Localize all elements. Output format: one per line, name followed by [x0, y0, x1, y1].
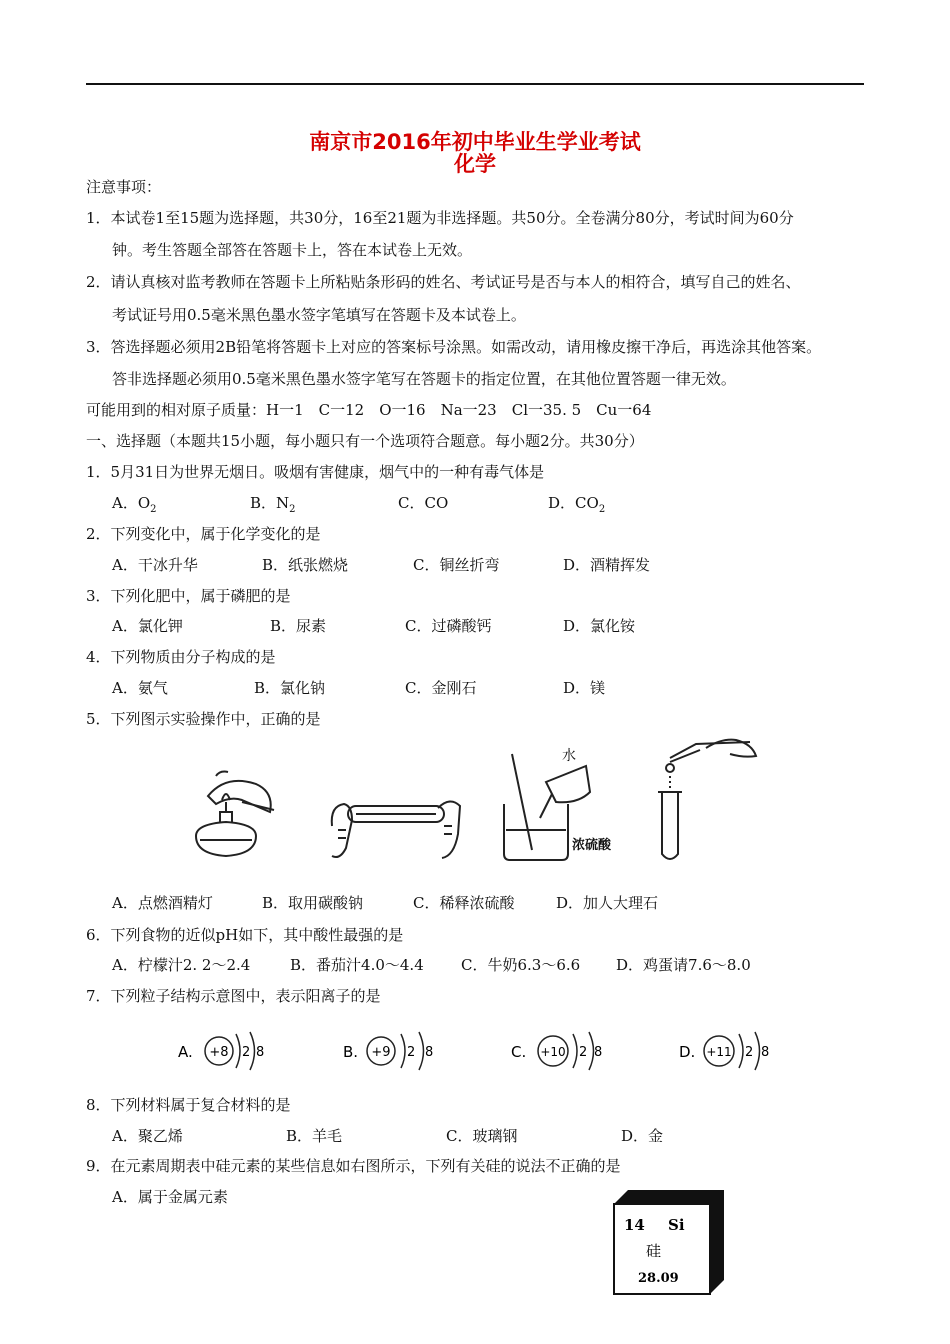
figure-b-test-tube-spatula [326, 786, 466, 866]
question-9-stem: 9．在元素周期表中硅元素的某些信息如右图所示，下列有关硅的说法不正确的是 [86, 1157, 621, 1175]
notice-item-1-cont: 钟。考生答题全部答在答题卡上，答在本试卷上无效。 [112, 241, 473, 259]
notice-heading: 注意事项： [86, 178, 162, 196]
atom-a-nucleus: +8 [209, 1045, 229, 1060]
q3-option-d: D．氯化铵 [563, 617, 636, 635]
question-7-stem: 7．下列粒子结构示意图中，表示阳离子的是 [86, 987, 381, 1005]
q3-option-c: C．过磷酸钙 [405, 617, 492, 635]
question-6-stem: 6．下列食物的近似pH如下，其中酸性最强的是 [86, 926, 404, 944]
element-atomic-number: 14 [624, 1216, 645, 1234]
question-1-stem: 1．5月31日为世界无烟日。吸烟有害健康，烟气中的一种有毒气体是 [86, 463, 545, 481]
exam-title: 南京市2016年初中毕业生学业考试 [309, 130, 641, 154]
atom-b-nucleus: +9 [371, 1045, 391, 1060]
question-2-stem: 2．下列变化中，属于化学变化的是 [86, 525, 321, 543]
q8-option-b: B．羊毛 [286, 1127, 343, 1145]
q1-option-d: D．$CO_2$ [548, 494, 606, 515]
atom-b-letter: B. [343, 1043, 359, 1061]
water-label: 水 [562, 748, 576, 764]
q6-option-a: A．柠檬汁2. 2～2.4 [112, 956, 251, 974]
figure-a-alcohol-lamp [186, 766, 286, 866]
question-8-stem: 8．下列材料属于复合材料的是 [86, 1096, 291, 1114]
element-card-silicon [612, 1188, 726, 1298]
atom-a-shell2: 8 [256, 1045, 265, 1060]
atom-a-letter: A. [178, 1043, 193, 1061]
q3-option-b: B．尿素 [270, 617, 327, 635]
q2-option-a: A．干冰升华 [112, 556, 198, 574]
atom-d-shell1: 2 [745, 1045, 754, 1060]
atom-b-shell2: 8 [425, 1045, 434, 1060]
q5-option-d: D．加人大理石 [556, 894, 659, 912]
atom-c-shell1: 2 [579, 1045, 588, 1060]
q6-option-c: C．牛奶6.3～6.6 [461, 956, 581, 974]
atom-diagram-b [343, 1028, 443, 1074]
section-heading: 一、选择题（本题共15小题，每小题只有一个选项符合题意。每小题2分。共30分） [86, 432, 644, 450]
q1-option-c: C．CO [398, 494, 449, 512]
q8-option-d: D．金 [621, 1127, 664, 1145]
atom-diagram-d [679, 1028, 779, 1074]
atomic-masses: 可能用到的相对原子质量：H一1 C一12 O一16 Na一23 Cl一35. 5 Cu一64 [86, 401, 652, 419]
atom-d-shell2: 8 [761, 1045, 770, 1060]
q5-option-c: C．稀释浓硫酸 [413, 894, 515, 912]
q4-option-a: A．氨气 [112, 679, 168, 697]
notice-item-2: 2．请认真核对监考教师在答题卡上所粘贴条形码的姓名、考试证号是否与本人的相符合，填写自己的姓名、 [86, 273, 801, 291]
figure-d-tweezers-tube [640, 736, 770, 866]
q3-option-a: A．氯化钾 [112, 617, 183, 635]
q2-option-c: C．铜丝折弯 [413, 556, 500, 574]
notice-item-3: 3．答选择题必须用2B铅笔将答题卡上对应的答案标号涂黑。如需改动，请用橡皮擦干净后，再选涂其他答案。 [86, 338, 822, 356]
question-4-stem: 4．下列物质由分子构成的是 [86, 648, 276, 666]
atom-c-letter: C. [511, 1043, 527, 1061]
atom-d-nucleus: +11 [706, 1045, 732, 1059]
acid-label: 浓硫酸 [572, 838, 612, 853]
atom-a-shell1: 2 [242, 1045, 251, 1060]
q2-option-b: B．纸张燃烧 [262, 556, 349, 574]
question-3-stem: 3．下列化肥中，属于磷肥的是 [86, 587, 291, 605]
q2-option-d: D．酒精挥发 [563, 556, 651, 574]
subject-title: 化学 [454, 152, 496, 176]
atom-b-shell1: 2 [407, 1045, 416, 1060]
notice-item-3-cont: 答非选择题必须用0.5毫米黑色墨水签字笔写在答题卡的指定位置，在其他位置答题一律无效。 [112, 370, 736, 388]
atom-c-shell2: 8 [594, 1045, 603, 1060]
q8-option-a: A．聚乙烯 [112, 1127, 183, 1145]
question-5-stem: 5．下列图示实验操作中，正确的是 [86, 710, 321, 728]
q1-option-a: A．$O_2$ [112, 494, 157, 515]
q4-option-b: B．氯化钠 [254, 679, 326, 697]
q6-option-b: B．番茄汁4.0～4.4 [290, 956, 424, 974]
element-name: 硅 [646, 1242, 662, 1260]
q8-option-c: C．玻璃钢 [446, 1127, 518, 1145]
atom-diagram-a [178, 1028, 278, 1074]
top-rule [86, 83, 864, 85]
atom-c-nucleus: +10 [540, 1045, 566, 1059]
atom-d-letter: D. [679, 1043, 696, 1061]
q9-option-a: A．属于金属元素 [112, 1188, 228, 1206]
q5-option-a: A．点燃酒精灯 [112, 894, 213, 912]
q4-option-c: C．金刚石 [405, 679, 477, 697]
element-symbol: Si [668, 1216, 685, 1234]
element-atomic-mass: 28.09 [638, 1271, 679, 1286]
q1-option-b: B．$N_2$ [250, 494, 296, 515]
q4-option-d: D．镁 [563, 679, 606, 697]
q5-option-b: B．取用碳酸钠 [262, 894, 364, 912]
notice-item-2-cont: 考试证号用0.5毫米黑色墨水签字笔填写在答题卡及本试卷上。 [112, 306, 526, 324]
atom-diagram-c [511, 1028, 611, 1074]
notice-item-1: 1．本试卷1至15题为选择题，共30分，16至21题为非选择题。共50分。全卷满分80分，考试时间为60分 [86, 209, 794, 227]
q6-option-d: D．鸡蛋请7.6～8.0 [616, 956, 751, 974]
